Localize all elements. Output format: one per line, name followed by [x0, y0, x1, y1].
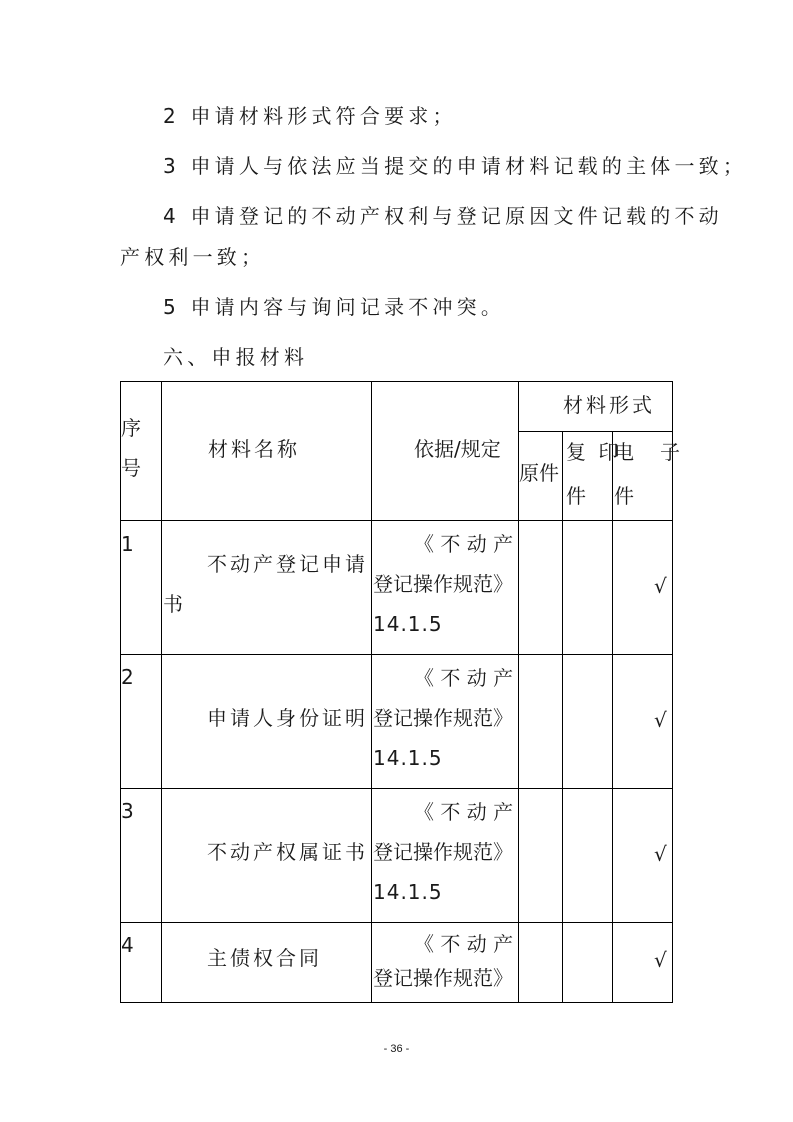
list-item: 2 申请材料形式符合要求； [163, 104, 457, 128]
row-name: 申请人身份证明 [207, 706, 368, 730]
row-electronic-check: √ [654, 574, 667, 598]
header-seq: 号 [121, 456, 141, 480]
row-name: 书 [163, 592, 183, 616]
row-seq: 4 [121, 933, 134, 957]
section-heading: 六、申报材料 [163, 345, 309, 369]
list-item: 5 申请内容与询问记录不冲突。 [163, 295, 506, 319]
page-number: - 36 - [383, 1043, 410, 1055]
header-name: 材料名称 [208, 437, 300, 461]
row-basis: 《 不 动 产 [414, 666, 514, 690]
header-seq: 序 [121, 416, 141, 440]
list-item: 4 申请登记的不动产权利与登记原因文件记载的不动 [163, 204, 723, 228]
row-basis: 登记操作规范》 [373, 966, 513, 990]
row-basis: 14.1.5 [373, 880, 443, 904]
header-original: 原件 [519, 461, 559, 485]
row-basis: 登记操作规范》 [373, 572, 513, 596]
row-name: 不动产登记申请 [207, 552, 368, 576]
row-name: 主债权合同 [207, 946, 322, 970]
list-item: 产权利一致； [120, 245, 266, 269]
row-basis: 登记操作规范》 [373, 706, 513, 730]
header-form: 材料形式 [563, 393, 655, 417]
row-basis: 14.1.5 [373, 612, 443, 636]
row-basis: 《 不 动 产 [414, 800, 514, 824]
header-electronic: 件 [614, 484, 634, 508]
row-name: 不动产权属证书 [207, 840, 368, 864]
header-copy: 件 [566, 484, 586, 508]
row-basis: 《 不 动 产 [414, 532, 514, 556]
list-item: 3 申请人与依法应当提交的申请材料记载的主体一致； [163, 154, 748, 178]
header-electronic: 电 子 [614, 440, 683, 464]
row-electronic-check: √ [654, 708, 667, 732]
row-basis: 14.1.5 [373, 746, 443, 770]
header-basis: 依据/规定 [414, 437, 501, 461]
row-electronic-check: √ [654, 842, 667, 866]
header-copy: 复 印 [566, 440, 622, 464]
row-basis: 登记操作规范》 [373, 840, 513, 864]
row-electronic-check: √ [654, 948, 667, 972]
row-seq: 1 [121, 532, 134, 556]
row-seq: 3 [121, 799, 134, 823]
row-basis: 《 不 动 产 [414, 932, 514, 956]
row-seq: 2 [121, 665, 134, 689]
